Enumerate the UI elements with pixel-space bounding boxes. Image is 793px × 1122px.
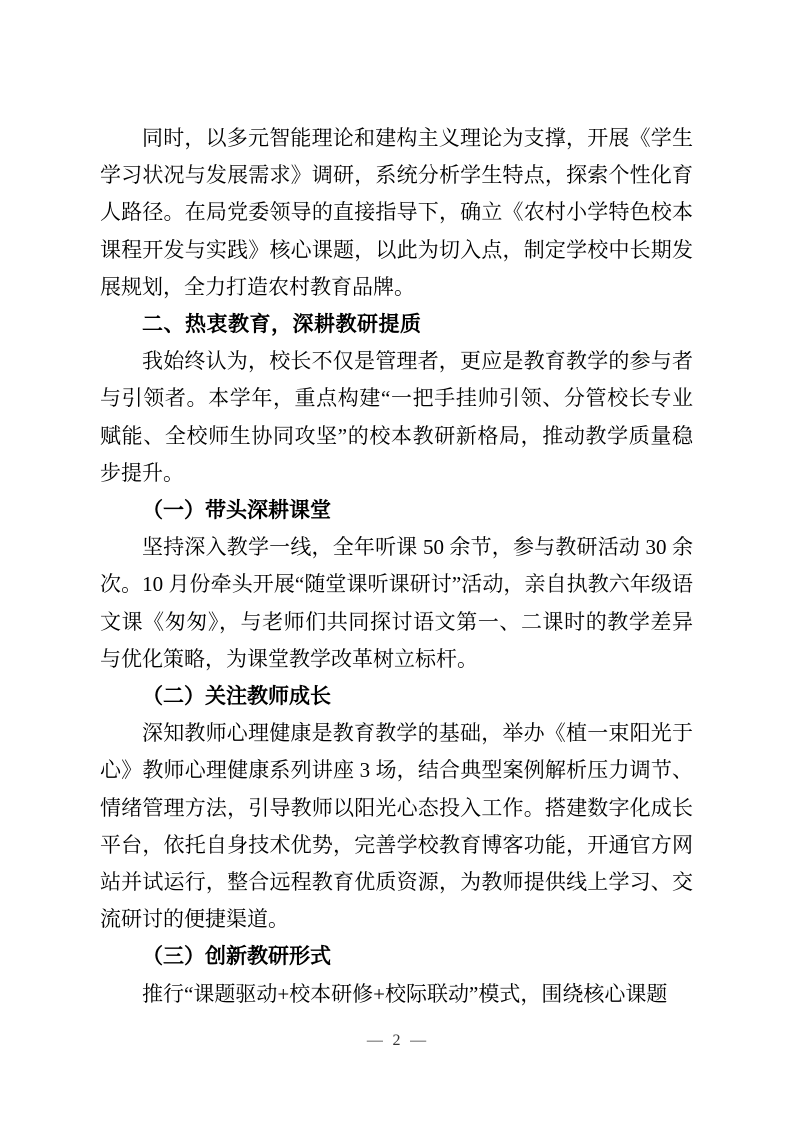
document-body (100, 120, 693, 1013)
page-number: — 2 — (366, 1032, 427, 1049)
paragraph-research-model: 推行“课题驱动+校本研修+校际联动”模式，围绕核心课题 (142, 981, 668, 1006)
subsection-heading-3-research-forms: （三）创新教研形式 (142, 944, 331, 969)
paragraph-teacher-growth: 深知教师心理健康是教育教学的基础，举办《植一束阳光于心》教师心理健康系列讲座 3 场，结合典型案例解析压力调节、情绪管理方法，引导教师以阳光心态投入工作。搭建数字化成长平台，依托自身技术优势，完善学校教育博客功能，开通官方网站并试运行，整合远程教育优质资源，为教师提供线上学习、交流研讨的便捷渠道。 (100, 721, 693, 932)
subsection-heading-1-classroom: （一）带头深耕课堂 (142, 498, 331, 523)
section-heading-2: 二、热衷教育，深耕教研提质 (142, 313, 422, 337)
paragraph-curriculum-research: 同时，以多元智能理论和建构主义理论为支撑，开展《学生学习状况与发展需求》调研，系统分析学生特点，探索个性化育人路径。在局党委领导的直接指导下，确立《农村小学特色校本课程开发与实践》核心课题，以此为切入点，制定学校中长期发展规划，全力打造农村教育品牌。 (100, 126, 693, 299)
subsection-heading-2-teacher-growth: （二）关注教师成长 (142, 684, 331, 709)
paragraph-classroom-work: 坚持深入教学一线，全年听课 50 余节，参与教研活动 30 余次。10 月份牵头开展“随堂课听课研讨”活动，亲自执教六年级语文课《匆匆》，与老师们共同探讨语文第一、二课时的教学差异与优化策略，为课堂教学改革树立标杆。 (100, 535, 693, 671)
paragraph-teaching-leadership: 我始终认为，校长不仅是管理者，更应是教育教学的参与者与引领者。本学年，重点构建“一把手挂帅引领、分管校长专业赋能、全校师生协同攻坚”的校本教研新格局，推动教学质量稳步提升。 (100, 349, 693, 485)
